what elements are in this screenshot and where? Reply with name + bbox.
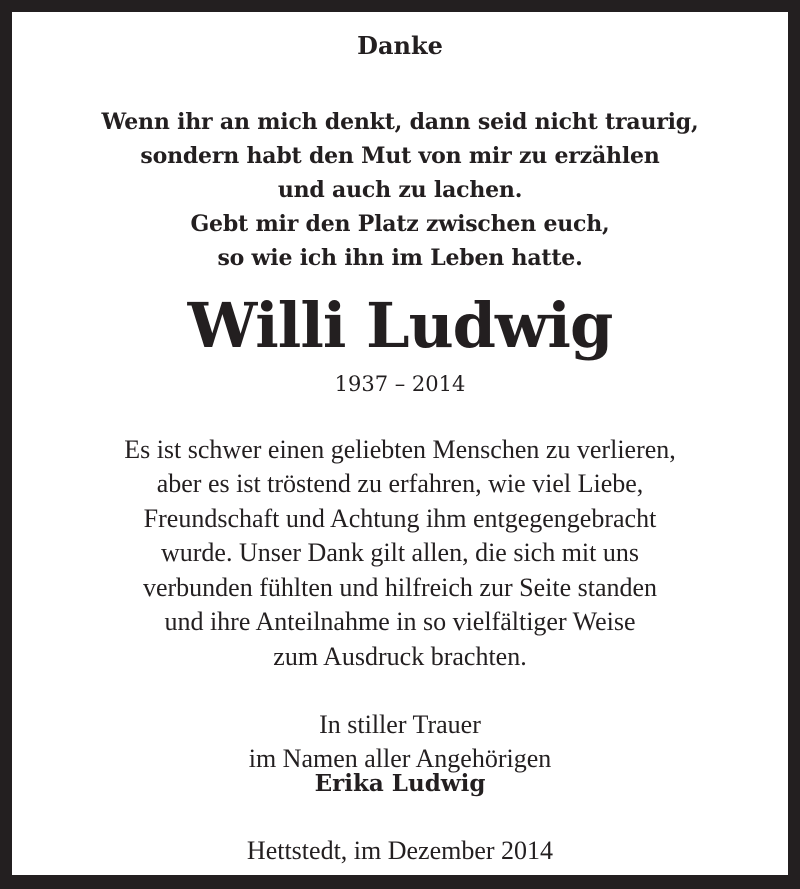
body-line-7: zum Ausdruck brachten. — [273, 642, 527, 671]
body-line-4: wurde. Unser Dank gilt allen, die sich mit uns — [160, 538, 640, 567]
poem-line-3: und auch zu lachen. — [277, 177, 523, 203]
body-line-1: Es ist schwer einen geliebten Menschen zu verlieren, — [124, 435, 676, 464]
poem-line-5: so wie ich ihn im Leben hatte. — [217, 245, 583, 271]
body-line-5: verbunden fühlten und hilfreich zur Seite standen — [142, 573, 658, 602]
poem-line-4: Gebt mir den Platz zwischen euch, — [190, 211, 610, 237]
closing-line-2: im Namen aller Angehörigen — [248, 744, 552, 773]
poem-line-2: sondern habt den Mut von mir zu erzählen — [140, 143, 660, 169]
signer-name: Erika Ludwig — [314, 770, 486, 797]
body-line-2: aber es ist tröstend zu erfahren, wie viel Liebe, — [156, 469, 644, 498]
notice-heading: Danke — [357, 31, 443, 60]
body-line-6: und ihre Anteilnahme in so vielfältiger Weise — [164, 607, 636, 636]
body-line-3: Freundschaft und Achtung ihm entgegengebracht — [143, 504, 657, 533]
closing-line-1: In stiller Trauer — [319, 710, 481, 739]
life-dates: 1937 – 2014 — [334, 372, 466, 396]
place-and-date: Hettstedt, im Dezember 2014 — [246, 836, 554, 865]
deceased-name: Willi Ludwig — [187, 289, 613, 362]
poem-line-1: Wenn ihr an mich denkt, dann seid nicht traurig, — [101, 109, 699, 135]
